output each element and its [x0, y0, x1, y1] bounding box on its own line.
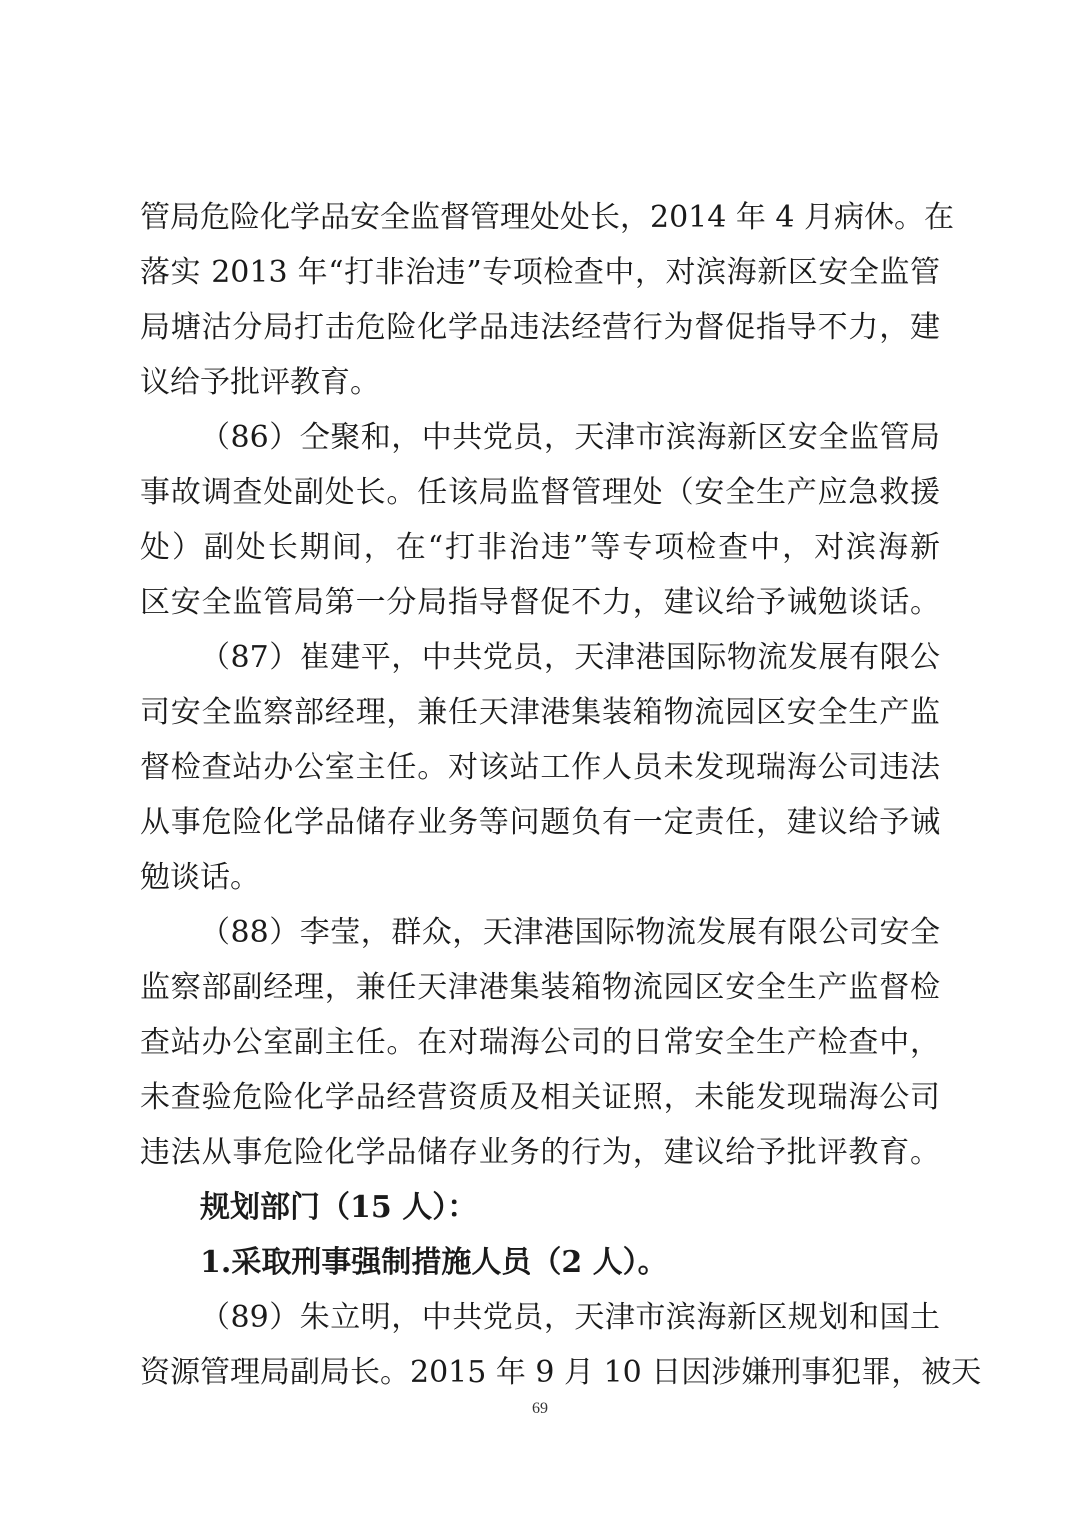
- page-number: 69: [532, 1400, 548, 1417]
- text-line: 违法从事危险化学品储存业务的行为，建议给予批评教育。: [140, 1135, 940, 1170]
- paragraph-start-line: （88）李莹，群众，天津港国际物流发展有限公司安全: [200, 915, 940, 950]
- text-line: 监察部副经理，兼任天津港集装箱物流园区安全生产监督检: [140, 970, 940, 1005]
- text-line: 未查验危险化学品经营资质及相关证照，未能发现瑞海公司: [140, 1080, 940, 1115]
- subsection-heading: 1.采取刑事强制措施人员（2 人）。: [200, 1245, 668, 1280]
- text-line: 司安全监察部经理，兼任天津港集装箱物流园区安全生产监: [140, 695, 940, 730]
- text-line: 议给予批评教育。: [140, 365, 380, 400]
- paragraph-start-line: （86）仝聚和，中共党员，天津市滨海新区安全监管局: [200, 420, 940, 455]
- text-line: 从事危险化学品储存业务等问题负有一定责任，建议给予诫: [140, 805, 940, 840]
- text-line: 督检查站办公室主任。对该站工作人员未发现瑞海公司违法: [140, 750, 940, 785]
- text-line: 落实 2013 年“打非治违”专项检查中，对滨海新区安全监管: [140, 255, 940, 290]
- text-line: 事故调查处副处长。任该局监督管理处（安全生产应急救援: [140, 475, 940, 510]
- text-line: 处）副处长期间，在“打非治违”等专项检查中，对滨海新: [140, 530, 940, 565]
- section-heading: 规划部门（15 人）：: [200, 1190, 478, 1225]
- paragraph-start-line: （87）崔建平，中共党员，天津港国际物流发展有限公: [200, 640, 940, 675]
- text-line: 资源管理局副局长。2015 年 9 月 10 日因涉嫌刑事犯罪，被天: [140, 1355, 982, 1390]
- paragraph-start-line: （89）朱立明，中共党员，天津市滨海新区规划和国土: [200, 1300, 940, 1335]
- text-line: 管局危险化学品安全监督管理处处长，2014 年 4 月病休。在: [140, 200, 955, 235]
- text-line: 区安全监管局第一分局指导督促不力，建议给予诫勉谈话。: [140, 585, 940, 620]
- text-line: 勉谈话。: [140, 860, 260, 895]
- text-line: 查站办公室副主任。在对瑞海公司的日常安全生产检查中，: [140, 1025, 940, 1060]
- text-line: 局塘沽分局打击危险化学品违法经营行为督促指导不力，建: [140, 310, 940, 345]
